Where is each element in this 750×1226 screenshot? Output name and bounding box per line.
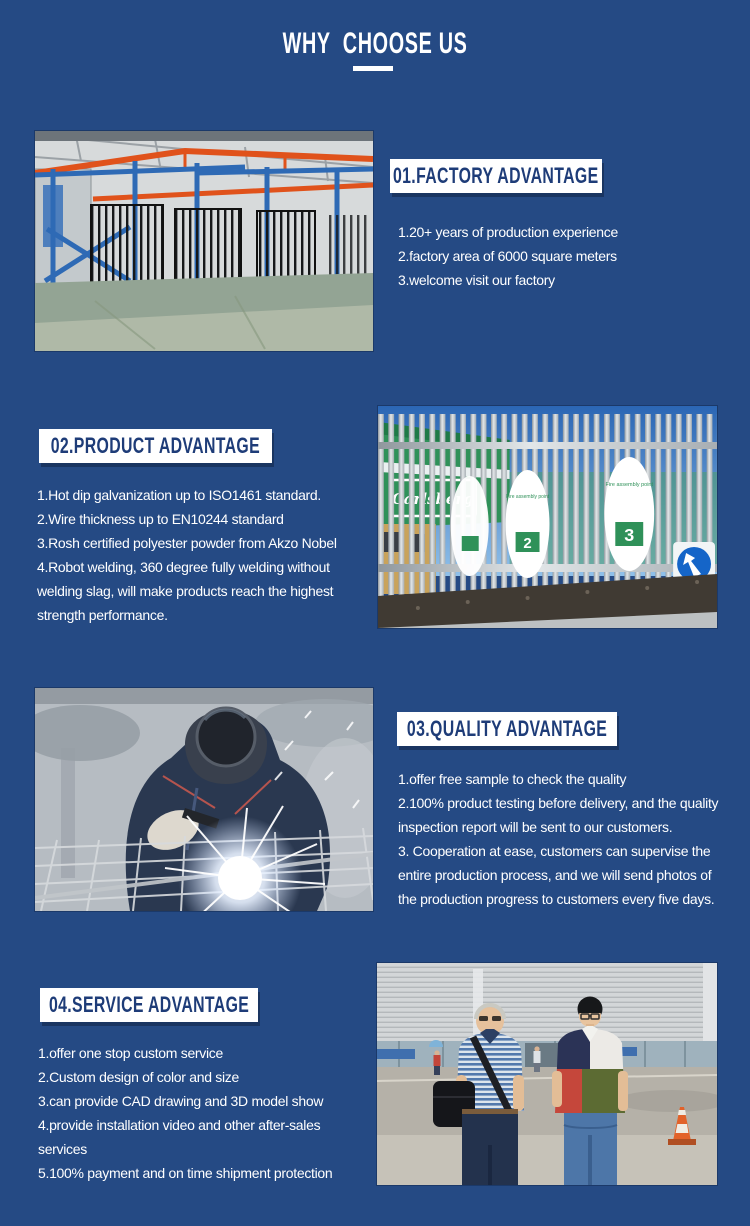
sign-number-2: 2: [523, 534, 532, 553]
list-item: 3.can provide CAD drawing and 3D model show: [38, 1093, 324, 1109]
list-item: the production progress to customers every five days.: [398, 891, 715, 907]
fire-assembly-sign-3: [604, 457, 654, 571]
stadium-building: [377, 963, 717, 1043]
fire-assembly-sign-2: [506, 470, 550, 578]
customer-visit-photo: [377, 963, 717, 1185]
list-item: welding slag, will make products reach the highest: [37, 583, 334, 599]
customer-visit-graphic: [377, 963, 717, 1185]
factory-photo: [35, 131, 373, 351]
list-item: inspection report will be sent to our customers.: [398, 819, 673, 835]
sign-number-3: 3: [624, 524, 635, 546]
list-item: 2.100% product testing before delivery, and the quality: [398, 795, 719, 811]
title-underline: [353, 66, 393, 71]
list-item: 1.offer one stop custom service: [38, 1045, 223, 1061]
list-item: 5.100% payment and on time shipment protection: [38, 1165, 333, 1181]
page-title: WHY CHOOSE US: [282, 27, 468, 60]
list-item: entire production process, and we will send photos of: [398, 867, 712, 883]
factory-photo-graphic: [35, 131, 373, 351]
svg-text:Fire assembly point: Fire assembly point: [605, 481, 654, 489]
list-item: 4.Robot welding, 360 degree fully welding without: [37, 559, 330, 575]
list-item: 1.Hot dip galvanization up to ISO1461 standard.: [37, 487, 321, 503]
list-item: 3.Rosh certified polyester powder from Akzo Nobel: [37, 535, 337, 551]
svg-text:Fire assembly point: Fire assembly point: [505, 493, 550, 501]
section-label-factory: [390, 159, 602, 193]
section-label-service-text: 04.SERVICE ADVANTAGE: [48, 992, 250, 1017]
list-item: 4.provide installation video and other after-sales: [38, 1117, 321, 1133]
quality-advantage-list: [398, 767, 718, 911]
welding-photo: [35, 688, 373, 911]
list-item: strength performance.: [37, 607, 168, 623]
fence-site-photo: [378, 406, 717, 628]
list-item: 3.welcome visit our factory: [398, 272, 555, 288]
list-item: 2.Custom design of color and size: [38, 1069, 239, 1085]
list-item: 1.20+ years of production experience: [398, 224, 618, 240]
glass-entrance-band: [377, 1041, 717, 1069]
product-advantage-list: [37, 483, 337, 627]
factory-advantage-list: [398, 220, 618, 292]
fence-photo-graphic: [378, 406, 717, 628]
list-item: 1.offer free sample to check the quality: [398, 771, 627, 787]
list-item: services: [38, 1141, 87, 1157]
list-item: 2.factory area of 6000 square meters: [398, 248, 617, 264]
service-advantage-list: [38, 1041, 332, 1185]
section-label-product-text: 02.PRODUCT ADVANTAGE: [50, 433, 261, 458]
section-label-service: [40, 988, 258, 1022]
section-label-quality-text: 03.QUALITY ADVANTAGE: [406, 716, 608, 741]
section-label-factory-text: 01.FACTORY ADVANTAGE: [393, 163, 599, 188]
list-item: 3. Cooperation at ease, customers can supervise the: [398, 843, 711, 859]
section-label-quality: [397, 712, 617, 746]
welding-photo-graphic: [35, 688, 373, 911]
section-label-product: [39, 429, 272, 463]
list-item: 2.Wire thickness up to EN10244 standard: [37, 511, 284, 527]
fire-assembly-sign-partial: [451, 476, 489, 576]
